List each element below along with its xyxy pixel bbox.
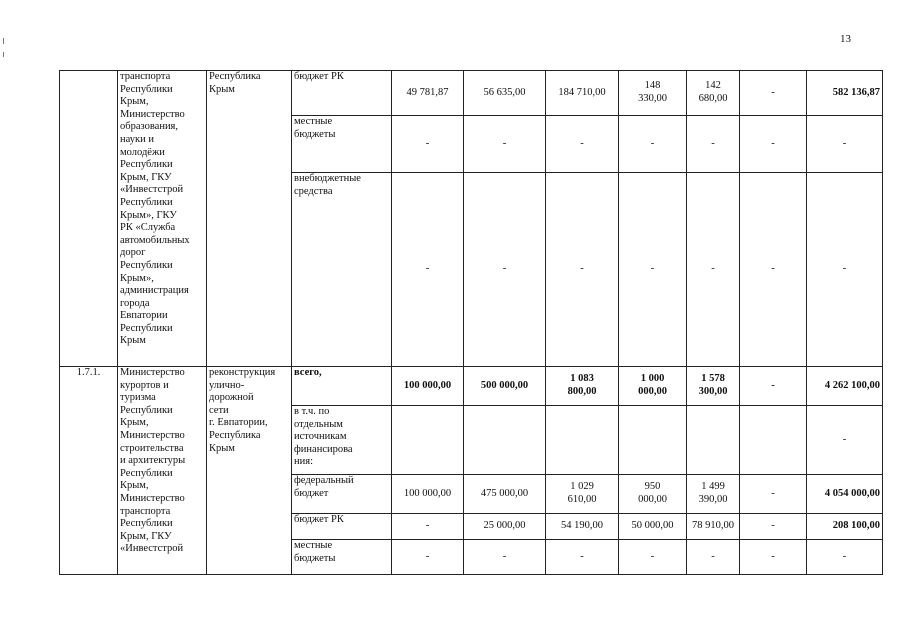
value-cell: - xyxy=(392,514,464,540)
value-cell: 54 190,00 xyxy=(546,514,619,540)
value-cell: 1 578 300,00 xyxy=(687,367,740,406)
value-cell: 100 000,00 xyxy=(392,367,464,406)
value-cell: 49 781,87 xyxy=(392,71,464,116)
value-cell: - xyxy=(464,173,546,367)
total-cell: - xyxy=(807,173,883,367)
value-cell: - xyxy=(740,514,807,540)
value-cell: - xyxy=(619,173,687,367)
value-cell: 148 330,00 xyxy=(619,71,687,116)
value-cell: - xyxy=(619,116,687,173)
source-cell: бюджет РК xyxy=(292,514,392,540)
margin-mark xyxy=(3,52,4,57)
value-cell: 100 000,00 xyxy=(392,475,464,514)
source-cell: внебюджетные средства xyxy=(292,173,392,367)
value-cell: - xyxy=(740,116,807,173)
value-cell: - xyxy=(687,540,740,575)
value-cell: 184 710,00 xyxy=(546,71,619,116)
value-cell: - xyxy=(687,173,740,367)
value-cell: - xyxy=(546,173,619,367)
value-cell: - xyxy=(464,116,546,173)
value-cell: - xyxy=(392,173,464,367)
total-cell: - xyxy=(807,406,883,475)
source-cell: федеральный бюджет xyxy=(292,475,392,514)
page-number: 13 xyxy=(840,33,851,45)
value-cell: 56 635,00 xyxy=(464,71,546,116)
source-cell: местные бюджеты xyxy=(292,116,392,173)
value-cell: - xyxy=(546,116,619,173)
value-cell xyxy=(687,406,740,475)
value-cell: 950 000,00 xyxy=(619,475,687,514)
value-cell: 500 000,00 xyxy=(464,367,546,406)
value-cell: - xyxy=(392,116,464,173)
value-cell: - xyxy=(392,540,464,575)
value-cell: 142 680,00 xyxy=(687,71,740,116)
total-cell: 4 054 000,00 xyxy=(807,475,883,514)
source-cell: в т.ч. по отдельным источникам финансирова ния: xyxy=(292,406,392,475)
total-cell: 582 136,87 xyxy=(807,71,883,116)
executors-cell: транспорта Республики Крым, Министерство образования, науки и молодёжи Республики Крым, ГКУ «Инвестстрой Республики Крым», ГКУ РК «Служба автомобильных дорог Республики Крым», администрация города Евпатории Республики Крым xyxy=(118,71,207,367)
value-cell: - xyxy=(740,71,807,116)
value-cell: - xyxy=(740,540,807,575)
location-cell: реконструкция улично- дорожной сети г. Евпатории, Республика Крым xyxy=(207,367,292,575)
location-cell: Республика Крым xyxy=(207,71,292,367)
total-cell: 4 262 100,00 xyxy=(807,367,883,406)
value-cell: 78 910,00 xyxy=(687,514,740,540)
value-cell xyxy=(619,406,687,475)
total-cell: 208 100,00 xyxy=(807,514,883,540)
value-cell: 475 000,00 xyxy=(464,475,546,514)
value-cell: 1 029 610,00 xyxy=(546,475,619,514)
total-cell: - xyxy=(807,540,883,575)
value-cell: 1 000 000,00 xyxy=(619,367,687,406)
source-cell: местные бюджеты xyxy=(292,540,392,575)
financing-table xyxy=(59,70,883,575)
row-code: 1.7.1. xyxy=(60,367,118,575)
margin-mark xyxy=(3,38,4,44)
value-cell: 1 499 390,00 xyxy=(687,475,740,514)
value-cell: 50 000,00 xyxy=(619,514,687,540)
value-cell: - xyxy=(546,540,619,575)
value-cell xyxy=(392,406,464,475)
value-cell: - xyxy=(464,540,546,575)
value-cell xyxy=(546,406,619,475)
table-row xyxy=(60,367,883,406)
value-cell: 1 083 800,00 xyxy=(546,367,619,406)
row-code xyxy=(60,71,118,367)
source-cell: бюджет РК xyxy=(292,71,392,116)
table-row xyxy=(60,71,883,116)
total-cell: - xyxy=(807,116,883,173)
source-cell: всего, xyxy=(292,367,392,406)
value-cell: - xyxy=(619,540,687,575)
executors-cell: Министерство курортов и туризма Республики Крым, Министерство строительства и архитектуры Республики Крым, Министерство транспорта Республики Крым, ГКУ «Инвестстрой xyxy=(118,367,207,575)
value-cell: - xyxy=(687,116,740,173)
value-cell: 25 000,00 xyxy=(464,514,546,540)
value-cell xyxy=(464,406,546,475)
value-cell: - xyxy=(740,475,807,514)
value-cell xyxy=(740,406,807,475)
value-cell: - xyxy=(740,367,807,406)
value-cell: - xyxy=(740,173,807,367)
